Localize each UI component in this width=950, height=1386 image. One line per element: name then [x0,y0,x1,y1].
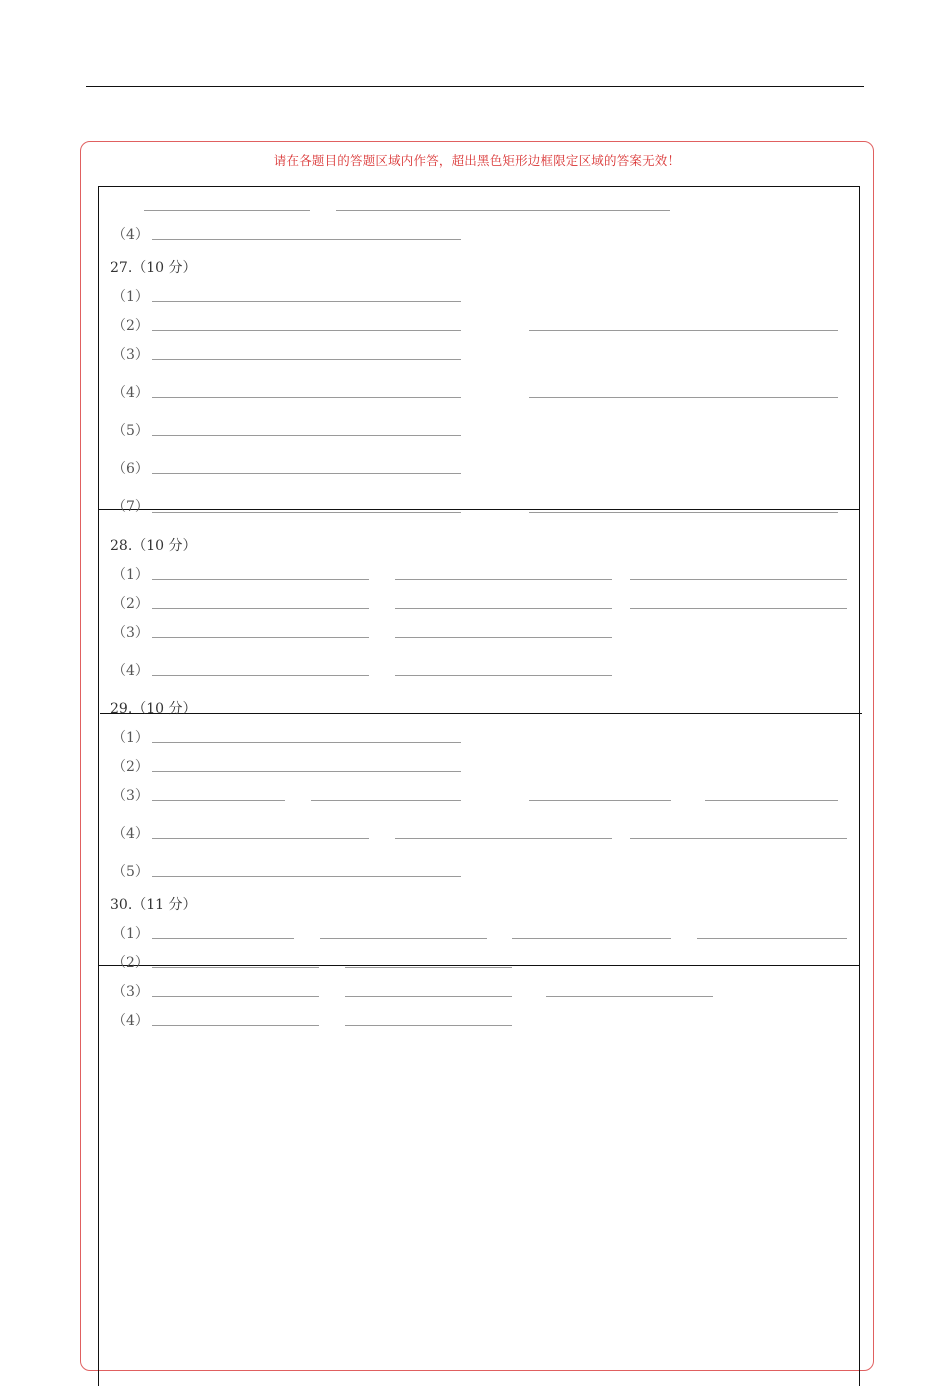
answer-blank[interactable] [395,838,612,839]
q30-item-3-label: （3） [112,984,149,1000]
q30-item-1-label: （1） [112,926,149,942]
header-rule [86,86,864,87]
answer-blank[interactable] [697,938,847,939]
answer-blank[interactable] [345,967,512,968]
answer-blank[interactable] [152,397,461,398]
answer-blank[interactable] [630,579,847,580]
answer-blank[interactable] [152,473,461,474]
q29-item-4-label: （4） [112,826,149,842]
q27-item-1-label: （1） [112,289,149,305]
answer-blank[interactable] [152,838,369,839]
answer-blank[interactable] [152,996,319,997]
q29-item-3-label: （3） [112,788,149,804]
answer-blank[interactable] [152,876,461,877]
answer-blank[interactable] [152,938,294,939]
q27-title: 27.（10 分） [110,260,197,276]
answer-blank[interactable] [152,967,319,968]
answer-blank[interactable] [512,938,671,939]
q28-item-3-label: （3） [112,625,149,641]
q29-item-2-label: （2） [112,759,149,775]
answer-blank[interactable] [152,359,461,360]
answer-blank[interactable] [144,210,310,211]
q26-item-4-label: （4） [112,227,149,243]
q27-item-4-label: （4） [112,385,149,401]
answer-blank[interactable] [152,771,461,772]
q28-item-4-label: （4） [112,663,149,679]
answer-blank[interactable] [152,742,461,743]
section-separator [100,713,862,714]
answer-blank[interactable] [529,512,838,513]
answer-blank[interactable] [630,838,847,839]
answer-blank[interactable] [395,637,612,638]
q27-item-6-label: （6） [112,461,149,477]
answer-blank[interactable] [152,608,369,609]
answer-blank[interactable] [345,1025,512,1026]
answer-blank[interactable] [395,675,612,676]
answer-blank[interactable] [152,637,369,638]
answer-blank[interactable] [395,579,612,580]
answer-blank[interactable] [320,938,487,939]
q28-title: 28.（10 分） [110,538,197,554]
answer-blank[interactable] [152,1025,319,1026]
answer-box [98,186,860,1386]
warning-notice: 请在各题目的答题区域内作答，超出黑色矩形边框限定区域的答案无效！ [273,153,681,168]
answer-blank[interactable] [345,996,512,997]
answer-blank[interactable] [152,675,369,676]
q29-title: 29.（10 分） [110,701,197,717]
q28-item-1-label: （1） [112,567,149,583]
q30-item-2-label: （2） [112,955,149,971]
answer-blank[interactable] [152,512,461,513]
answer-blank[interactable] [152,435,461,436]
q27-item-2-label: （2） [112,318,149,334]
answer-blank[interactable] [336,210,670,211]
answer-blank[interactable] [546,996,713,997]
q29-item-5-label: （5） [112,864,149,880]
answer-blank[interactable] [630,608,847,609]
section-separator [98,965,860,966]
q30-title: 30.（11 分） [110,897,197,913]
answer-blank[interactable] [152,239,461,240]
answer-blank[interactable] [152,579,369,580]
answer-blank[interactable] [529,330,838,331]
answer-blank[interactable] [395,608,612,609]
section-separator [98,509,860,510]
q28-item-2-label: （2） [112,596,149,612]
q27-item-3-label: （3） [112,347,149,363]
q27-item-5-label: （5） [112,423,149,439]
answer-blank[interactable] [529,800,671,801]
answer-blank[interactable] [705,800,838,801]
q27-item-7-label: （7） [112,499,149,515]
answer-blank[interactable] [152,301,461,302]
q29-item-1-label: （1） [112,730,149,746]
answer-blank[interactable] [152,330,461,331]
answer-blank[interactable] [311,800,461,801]
answer-blank[interactable] [529,397,838,398]
q30-item-4-label: （4） [112,1013,149,1029]
answer-blank[interactable] [152,800,285,801]
